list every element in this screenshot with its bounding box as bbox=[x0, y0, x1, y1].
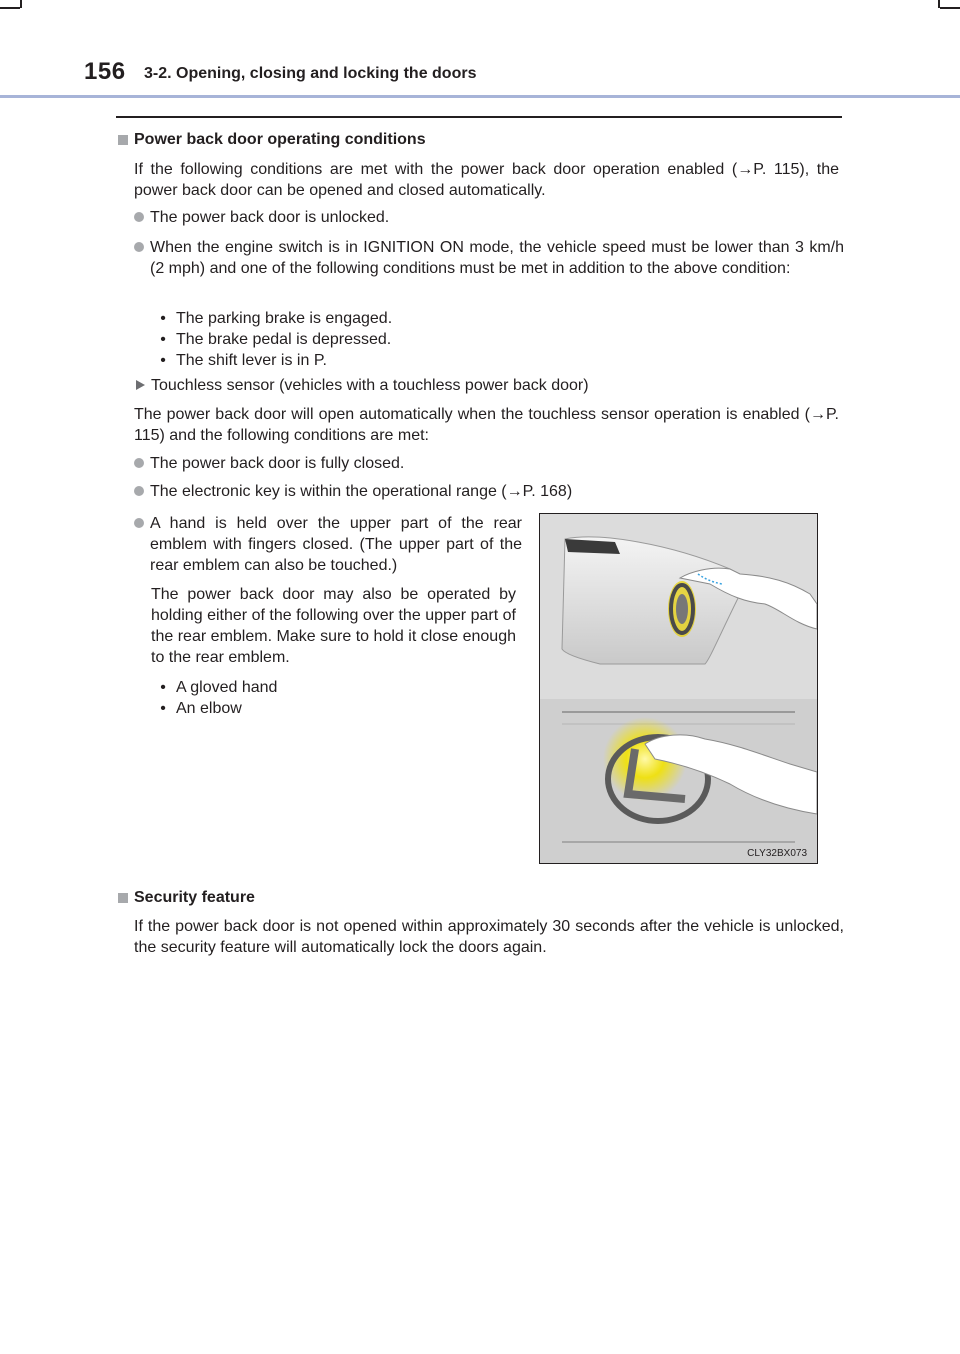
circle-bullet-icon bbox=[134, 486, 144, 496]
heading-touchless bbox=[133, 375, 589, 396]
page-header bbox=[0, 0, 960, 100]
sub-list-item-text: A gloved hand bbox=[176, 679, 278, 696]
circle-bullet-icon bbox=[134, 212, 144, 222]
heading-power-back-door bbox=[116, 129, 426, 150]
list-item-text: The electronic key is within the operational range (→P. 168) bbox=[150, 483, 573, 500]
list-item bbox=[134, 207, 842, 228]
heading-text: Security feature bbox=[134, 889, 255, 906]
figure-code: CLY32BX073 bbox=[747, 848, 807, 859]
paragraph: If the power back door is not opened within approximately 30 seconds after the vehicle is unlocked, the security feature will automatically lock the doors again. bbox=[134, 918, 844, 956]
triangle-bullet-icon bbox=[136, 380, 145, 390]
dot-icon: • bbox=[160, 352, 166, 369]
list-item-text: The power back door is unlocked. bbox=[150, 209, 390, 226]
list-item-text: The power back door is fully closed. bbox=[150, 455, 405, 472]
square-bullet-icon bbox=[118, 893, 128, 903]
dot-icon: • bbox=[160, 331, 166, 348]
page-number: 156 bbox=[84, 58, 126, 85]
sub-list-item-text: The brake pedal is depressed. bbox=[176, 331, 392, 348]
paragraph: The power back door may also be operated by holding either of the following over the upper part of the rear emblem. Make sure to hold it close enough to the rear emblem. bbox=[151, 586, 516, 666]
divider bbox=[116, 116, 842, 118]
emblem-illustration bbox=[539, 513, 818, 864]
circle-bullet-icon bbox=[134, 242, 144, 252]
circle-bullet-icon bbox=[134, 518, 144, 528]
paragraph: If the following conditions are met with the power back door operation enabled (→P. 115), the power back door can be opened and closed automatically. bbox=[134, 161, 839, 199]
sub-list-item-text: The parking brake is engaged. bbox=[176, 310, 393, 327]
sub-list-item bbox=[158, 350, 327, 371]
list-item bbox=[134, 513, 522, 576]
sub-list-item-text: An elbow bbox=[176, 700, 242, 717]
sub-list-item-text: The shift lever is in P. bbox=[176, 352, 327, 369]
sub-list-item bbox=[158, 308, 392, 329]
circle-bullet-icon bbox=[134, 458, 144, 468]
paragraph: The power back door will open automatically when the touchless sensor operation is enabled (→P. 115) and the following conditions are met: bbox=[134, 406, 839, 444]
sub-list-item bbox=[158, 329, 391, 350]
list-item bbox=[134, 453, 842, 474]
heading-text: Touchless sensor (vehicles with a touchless power back door) bbox=[151, 377, 589, 394]
sub-list-item bbox=[158, 698, 242, 719]
list-item bbox=[134, 481, 842, 502]
list-item-text: A hand is held over the upper part of the rear emblem with fingers closed. (The upper part of the rear emblem can also be touched.) bbox=[150, 515, 522, 574]
list-item-text: When the engine switch is in IGNITION ON mode, the vehicle speed must be lower than 3 km/h (2 mph) and one of the following conditions must be met in addition to the above condition: bbox=[150, 239, 844, 277]
square-bullet-icon bbox=[118, 135, 128, 145]
hand-over-emblem-illustration bbox=[540, 514, 817, 863]
dot-icon: • bbox=[160, 679, 166, 696]
list-item bbox=[134, 237, 844, 279]
heading-security bbox=[116, 887, 255, 908]
dot-icon: • bbox=[160, 700, 166, 717]
header-rule bbox=[0, 95, 960, 98]
dot-icon: • bbox=[160, 310, 166, 327]
sub-list-item bbox=[158, 677, 277, 698]
heading-text: Power back door operating conditions bbox=[134, 131, 426, 148]
section-title: 3-2. Opening, closing and locking the doors bbox=[144, 65, 477, 82]
